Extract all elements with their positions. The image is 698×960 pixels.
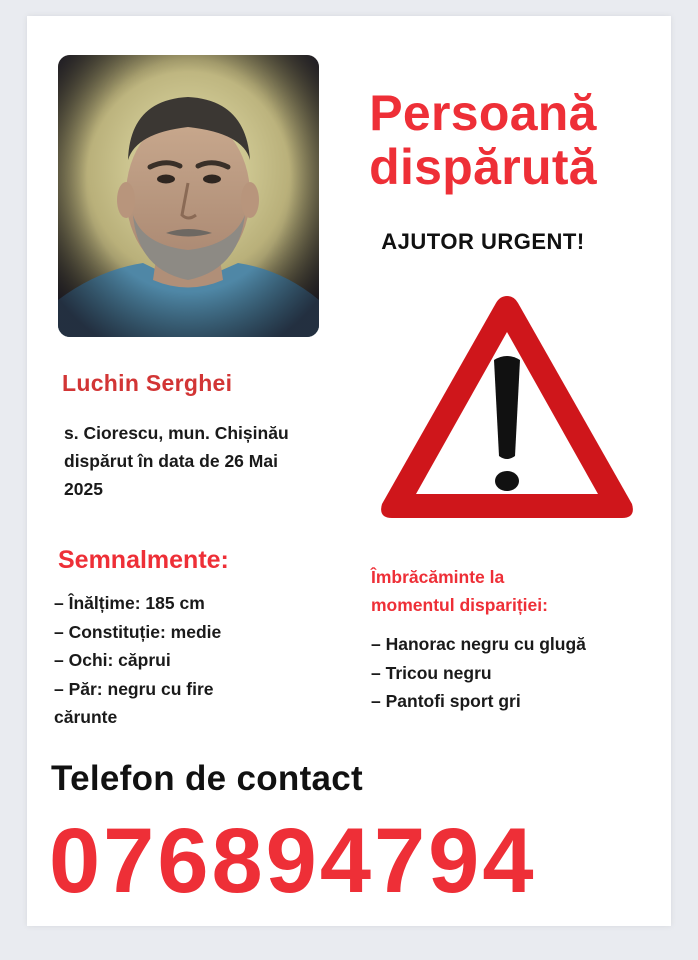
location-line-2: dispărut în data de 26 Mai (64, 451, 278, 471)
person-photo (58, 55, 319, 337)
clothing-title-line-1: Îmbrăcăminte la (371, 567, 505, 587)
list-item: – Constituție: medie (54, 621, 222, 642)
description-list (54, 589, 354, 732)
list-item: cărunte (54, 707, 118, 727)
list-item: – Pantofi sport gri (371, 691, 521, 711)
list-item: – Hanorac negru cu glugă (371, 634, 586, 654)
urgent-heading: AJUTOR URGENT! (381, 229, 585, 254)
list-item: – Înălțime: 185 cm (54, 593, 205, 613)
phone-number: 076894794 (49, 810, 537, 912)
list-item: – Tricou negru (371, 662, 492, 683)
title-line-2: dispărută (369, 139, 597, 195)
person-name: Luchin Serghei (62, 370, 233, 396)
title-line-1: Persoană (369, 85, 597, 141)
location-line-1: s. Ciorescu, mun. Chișinău (64, 423, 289, 443)
list-item: – Păr: negru cu fire (54, 678, 214, 699)
description-title: Semnalmente: (58, 546, 229, 574)
location-info (64, 419, 364, 503)
missing-person-poster (27, 16, 671, 926)
clothing-list (371, 630, 671, 716)
clothing-title (371, 563, 651, 619)
warning-triangle-icon (374, 286, 640, 524)
poster-title (327, 86, 639, 194)
location-line-3: 2025 (64, 479, 103, 499)
list-item: – Ochi: căprui (54, 650, 171, 670)
clothing-title-line-2: momentul dispariției: (371, 595, 548, 615)
contact-label: Telefon de contact (51, 759, 364, 798)
